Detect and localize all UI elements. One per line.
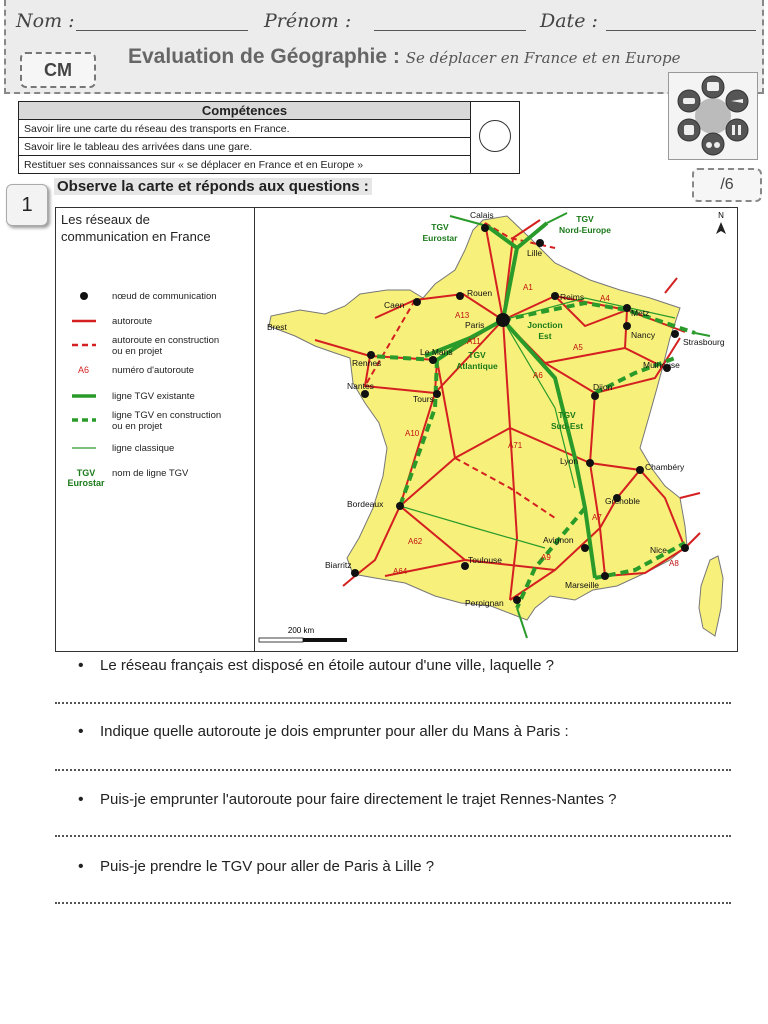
question-4 bbox=[80, 858, 434, 875]
map-title-line: Les réseaux de bbox=[61, 212, 150, 227]
highway-project-symbol bbox=[66, 335, 106, 349]
tgv-name-symbol bbox=[66, 468, 106, 488]
answer-line-4[interactable] bbox=[55, 902, 731, 904]
evaluation-circle[interactable] bbox=[479, 120, 511, 152]
question-text: Indique quelle autoroute je dois emprunter pour aller du Mans à Paris : bbox=[100, 723, 569, 740]
city-label: Bordeaux bbox=[347, 499, 384, 509]
question-text: Puis-je emprunter l'autoroute pour faire directement le trajet Rennes-Nantes ? bbox=[100, 791, 617, 808]
competence-item: Restituer ses connaissances sur « se déplacer en France et en Europe » bbox=[19, 156, 471, 174]
legend-label bbox=[112, 410, 221, 432]
tgv-label: Jonction bbox=[527, 320, 563, 330]
city-label: Reims bbox=[560, 292, 585, 302]
scale-label: 200 km bbox=[287, 626, 315, 635]
map-title bbox=[61, 211, 211, 245]
legend-label-line: ou en projet bbox=[112, 421, 163, 432]
legend-label-line: autoroute en construction bbox=[112, 335, 220, 346]
map-scale bbox=[259, 626, 347, 642]
nom-label: Nom : bbox=[16, 10, 75, 32]
tgv-label: TGV bbox=[576, 214, 594, 224]
highway-label: A5 bbox=[573, 343, 583, 352]
city-label: Dijon bbox=[593, 382, 613, 392]
competences-heading: Compétences bbox=[19, 102, 471, 120]
node-symbol bbox=[66, 291, 106, 305]
tgv-label: Sud-Est bbox=[550, 421, 584, 431]
highway-number-symbol: A6 bbox=[78, 365, 90, 375]
answer-line-1[interactable] bbox=[55, 702, 731, 704]
tgv-label: Atlantique bbox=[456, 361, 498, 371]
north-label: N bbox=[718, 211, 724, 220]
city-label: Rouen bbox=[467, 288, 493, 298]
page-title bbox=[128, 45, 681, 69]
city-label: Rennes bbox=[352, 358, 382, 368]
header-banner bbox=[4, 0, 764, 94]
score-box: /6 bbox=[692, 168, 762, 202]
city-label: Toulouse bbox=[468, 555, 503, 565]
city-label: Tours bbox=[413, 394, 434, 404]
classic-line-symbol bbox=[66, 443, 106, 457]
tgv-label: TGV bbox=[431, 222, 449, 232]
tgv-label: TGV bbox=[558, 410, 576, 420]
city-label: Lille bbox=[527, 248, 543, 258]
city-label: Avignon bbox=[543, 535, 574, 545]
city-label: Caen bbox=[384, 300, 405, 310]
highway-symbol bbox=[66, 316, 106, 330]
city-label: Perpignan bbox=[465, 598, 504, 608]
prenom-label: Prénom : bbox=[264, 10, 352, 32]
legend-label: autoroute bbox=[112, 316, 153, 327]
competences-table bbox=[18, 101, 520, 174]
city-label: Nancy bbox=[631, 330, 656, 340]
legend-label: numéro d'autoroute bbox=[112, 365, 195, 376]
legend-label bbox=[112, 335, 219, 357]
transport-icons bbox=[668, 72, 758, 160]
highway-label: A6 bbox=[533, 371, 543, 380]
question-3 bbox=[80, 791, 616, 808]
answer-line-2[interactable] bbox=[55, 769, 731, 771]
nom-field[interactable] bbox=[76, 30, 248, 31]
city-label: Nantes bbox=[347, 381, 374, 391]
highway-label: A4 bbox=[600, 294, 610, 303]
france-map bbox=[255, 208, 737, 651]
date-field[interactable] bbox=[606, 30, 756, 31]
map-title-line: communication en France bbox=[61, 229, 211, 244]
competence-item: Savoir lire le tableau des arrivées dans une gare. bbox=[19, 138, 471, 156]
highway-label: A7 bbox=[592, 513, 602, 522]
city-label: Lyon bbox=[560, 456, 579, 466]
question-2 bbox=[80, 723, 569, 740]
answer-line-3[interactable] bbox=[55, 835, 731, 837]
tgv-name-symbol-line: TGV bbox=[76, 468, 96, 478]
date-label: Date : bbox=[540, 10, 598, 32]
legend-label-line: ligne TGV en construction bbox=[112, 410, 222, 421]
tgv-label: Est bbox=[538, 331, 552, 341]
legend-label-line: ou en projet bbox=[112, 346, 163, 357]
level-badge: CM bbox=[20, 52, 96, 88]
highway-label: A10 bbox=[405, 429, 420, 438]
highway-label: A8 bbox=[669, 559, 679, 568]
exercise-number: 1 bbox=[6, 184, 48, 226]
title-text: Evaluation de Géographie : bbox=[128, 45, 400, 68]
france-map-graphic bbox=[255, 208, 737, 651]
page-subtitle: Se déplacer en France et en Europe bbox=[405, 49, 681, 67]
map-legend bbox=[56, 208, 255, 651]
highway-label: A62 bbox=[408, 537, 423, 546]
tgv-label: TGV bbox=[468, 350, 486, 360]
city-label: Marseille bbox=[565, 580, 600, 590]
legend-label: nœud de communication bbox=[112, 291, 217, 302]
north-arrow-icon bbox=[716, 211, 726, 234]
tgv-project-symbol bbox=[66, 410, 106, 424]
evaluation-cell bbox=[471, 102, 520, 174]
legend-label: ligne classique bbox=[112, 443, 175, 454]
city-label: Paris bbox=[465, 320, 485, 330]
highway-label: A11 bbox=[467, 337, 481, 346]
prenom-field[interactable] bbox=[374, 30, 526, 31]
city-label: Nice bbox=[650, 545, 668, 555]
metro-icon bbox=[726, 119, 748, 141]
city-label: Calais bbox=[470, 210, 494, 220]
competence-item: Savoir lire une carte du réseau des transports en France. bbox=[19, 120, 471, 138]
city-label: Brest bbox=[267, 322, 287, 332]
city-label: Biarritz bbox=[325, 560, 352, 570]
city-label: Chambéry bbox=[645, 462, 685, 472]
corsica-land bbox=[699, 556, 723, 636]
city-label: Strasbourg bbox=[683, 337, 725, 347]
city-label: Mulhouse bbox=[643, 360, 680, 370]
question-1 bbox=[80, 657, 554, 674]
city-label: Metz bbox=[631, 308, 650, 318]
legend-label: nom de ligne TGV bbox=[112, 468, 189, 479]
tgv-label: Nord-Europe bbox=[559, 225, 611, 235]
tgv-symbol bbox=[66, 391, 106, 405]
highway-label: A9 bbox=[541, 553, 551, 562]
transport-icons-graphic bbox=[669, 73, 757, 159]
question-text: Le réseau français est disposé en étoile autour d'une ville, laquelle ? bbox=[100, 657, 554, 674]
exercise-instruction: Observe la carte et réponds aux questions : bbox=[54, 178, 372, 195]
city-label: Grenoble bbox=[605, 496, 640, 506]
tgv-name-symbol-line: Eurostar bbox=[67, 478, 105, 488]
highway-label: A71 bbox=[508, 441, 523, 450]
bike-icon bbox=[702, 133, 724, 155]
legend-label: ligne TGV existante bbox=[112, 391, 195, 402]
highway-label: A64 bbox=[393, 567, 408, 576]
transport-map bbox=[55, 207, 738, 652]
tgv-label: Eurostar bbox=[422, 233, 458, 243]
highway-label: A1 bbox=[523, 283, 533, 292]
highway-label: A13 bbox=[455, 311, 470, 320]
city-label: Le Mans bbox=[420, 347, 453, 357]
question-text: Puis-je prendre le TGV pour aller de Paris à Lille ? bbox=[100, 858, 435, 875]
